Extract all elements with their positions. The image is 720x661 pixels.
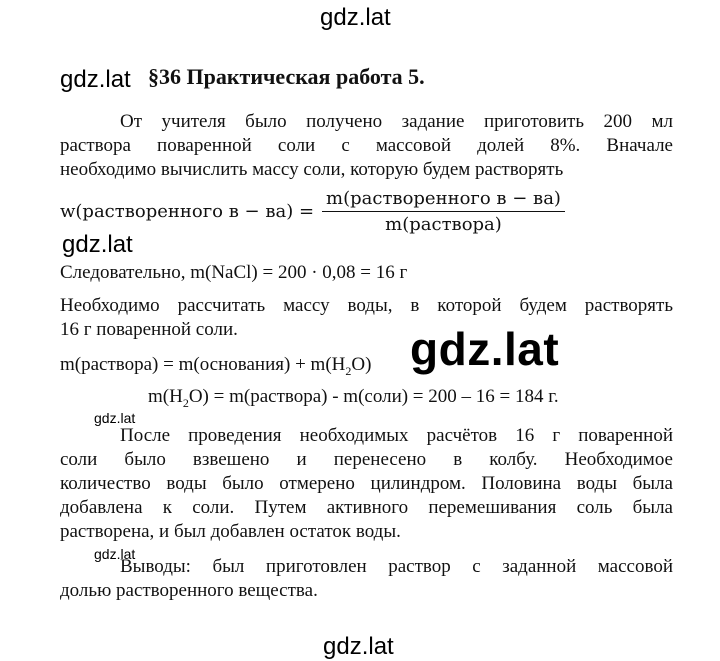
procedure-line-1: После проведения необходимых расчётов 16 г поваренной [120,425,673,446]
intro-line-1: От учителя было получено задание приготовить 200 мл [120,111,673,132]
formula-numerator: m(растворенного в − ва) [322,188,565,212]
conclusion-line-2: долью растворенного вещества. [60,580,318,601]
page-title: §36 Практическая работа 5. [148,64,425,89]
water-line-1: Необходимо рассчитать массу воды, в которой будем растворять [60,295,673,316]
watermark-title: gdz.lat [60,66,131,93]
watermark-top: gdz.lat [320,4,391,31]
watermark-small-2: gdz.lat [94,546,136,562]
watermark-small-1: gdz.lat [94,410,136,426]
procedure-line-3: количество воды было отмерено цилиндром. Половина воды была [60,473,673,494]
procedure-line-5: растворена, и был добавлен остаток воды. [60,521,401,542]
water-mass-equation: $m(H_2O)$ = m(раствора) - m(соли) = 200 – 16 = 184 г. [148,386,559,410]
formula-fraction [322,188,565,235]
nacl-mass-calculation: Следовательно, m(NaCl) = 200 · 0,08 = 16 г [60,262,408,283]
water-paragraph [60,294,673,342]
watermark-formula: gdz.lat [62,231,133,258]
procedure-line-2: соли было взвешено и перенесено в колбу. Необходимое [60,449,673,470]
procedure-line-4: добавлена к соли. Путем активного перемешивания соль была [60,497,673,518]
intro-line-2: раствора поваренной соли с массовой долей 8%. Вначале [60,135,673,156]
intro-line-3: необходимо вычислить массу соли, которую будем растворять [60,159,564,180]
intro-paragraph [60,110,673,182]
solution-mass-equation: m(раствора) = m(основания) + $m(H_2O)$ [60,354,372,378]
conclusion-paragraph [60,555,673,603]
procedure-paragraph [60,424,673,544]
conclusion-line-1: Выводы: был приготовлен раствор с заданной массовой [120,556,673,577]
watermark-large: gdz.lat [410,323,560,375]
watermark-bottom: gdz.lat [323,633,394,660]
formula-lhs: w(растворенного в − ва) = [60,201,315,222]
mass-fraction-formula [60,188,565,235]
formula-denominator: m(раствора) [385,214,502,235]
water-line-2: 16 г поваренной соли. [60,319,238,340]
